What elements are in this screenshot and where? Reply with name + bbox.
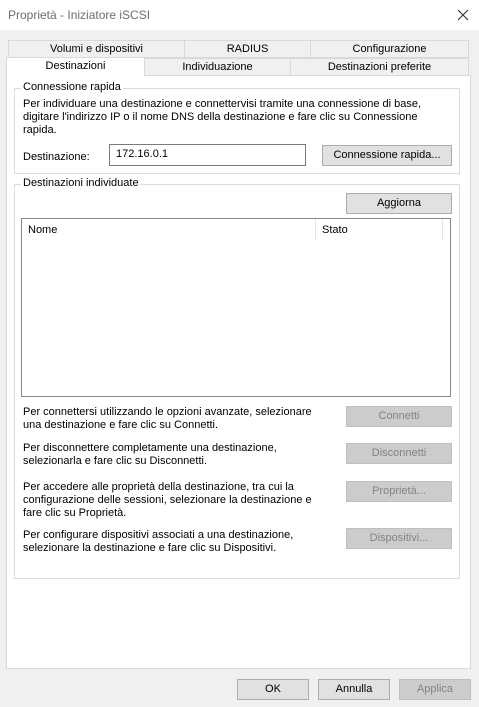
target-input[interactable]: 172.16.0.1	[109, 144, 306, 166]
tab-destinazioni[interactable]: Destinazioni	[6, 57, 145, 76]
window-title: Proprietà - Iniziatore iSCSI	[8, 8, 151, 22]
close-icon	[457, 9, 469, 21]
tab-configurazione[interactable]: Configurazione	[310, 40, 469, 58]
title-bar	[0, 0, 479, 30]
targets-list[interactable]	[21, 218, 451, 397]
apply-button[interactable]: Applica	[399, 679, 471, 700]
column-header-stato[interactable]: Stato	[316, 219, 442, 241]
tab-volumi-dispositivi[interactable]: Volumi e dispositivi	[8, 40, 185, 58]
quick-connect-description: Per individuare una destinazione e connettervisi tramite una connessione di base, digitare l'indirizzo IP o il nome DNS della destinazione e fare clic su Connessione rapida.	[23, 98, 422, 136]
quick-connect-button[interactable]: Connessione rapida...	[322, 145, 452, 166]
disconnect-description: Per disconnettere completamente una destinazione, selezionarla e fare clic su Disconnetti.	[23, 442, 277, 467]
column-header-nome[interactable]: Nome	[22, 219, 315, 241]
tab-individuazione[interactable]: Individuazione	[144, 58, 291, 76]
connect-description: Per connettersi utilizzando le opzioni avanzate, selezionare una destinazione e fare clic su Connetti.	[23, 406, 312, 431]
refresh-button[interactable]: Aggiorna	[346, 193, 452, 214]
quick-connect-group-label: Connessione rapida	[23, 81, 121, 93]
connect-button[interactable]: Connetti	[346, 406, 452, 427]
close-button[interactable]	[447, 0, 479, 30]
tab-radius[interactable]: RADIUS	[184, 40, 311, 58]
disconnect-button[interactable]: Disconnetti	[346, 443, 452, 464]
properties-button[interactable]: Proprietà...	[346, 481, 452, 502]
cancel-button[interactable]: Annulla	[318, 679, 390, 700]
target-label: Destinazione:	[23, 151, 90, 163]
ok-button[interactable]: OK	[237, 679, 309, 700]
devices-description: Per configurare dispositivi associati a una destinazione, selezionare la destinazione e fare clic su Dispositivi.	[23, 529, 294, 554]
properties-description: Per accedere alle proprietà della destinazione, tra cui la configurazione delle sessioni, selezionare la destinazione e fare clic su Proprietà.	[23, 481, 312, 519]
devices-button[interactable]: Dispositivi...	[346, 528, 452, 549]
column-separator[interactable]	[442, 219, 443, 241]
discovered-targets-group-label: Destinazioni individuate	[23, 177, 139, 189]
tab-panel	[6, 75, 471, 669]
tab-destinazioni-preferite[interactable]: Destinazioni preferite	[290, 58, 469, 76]
